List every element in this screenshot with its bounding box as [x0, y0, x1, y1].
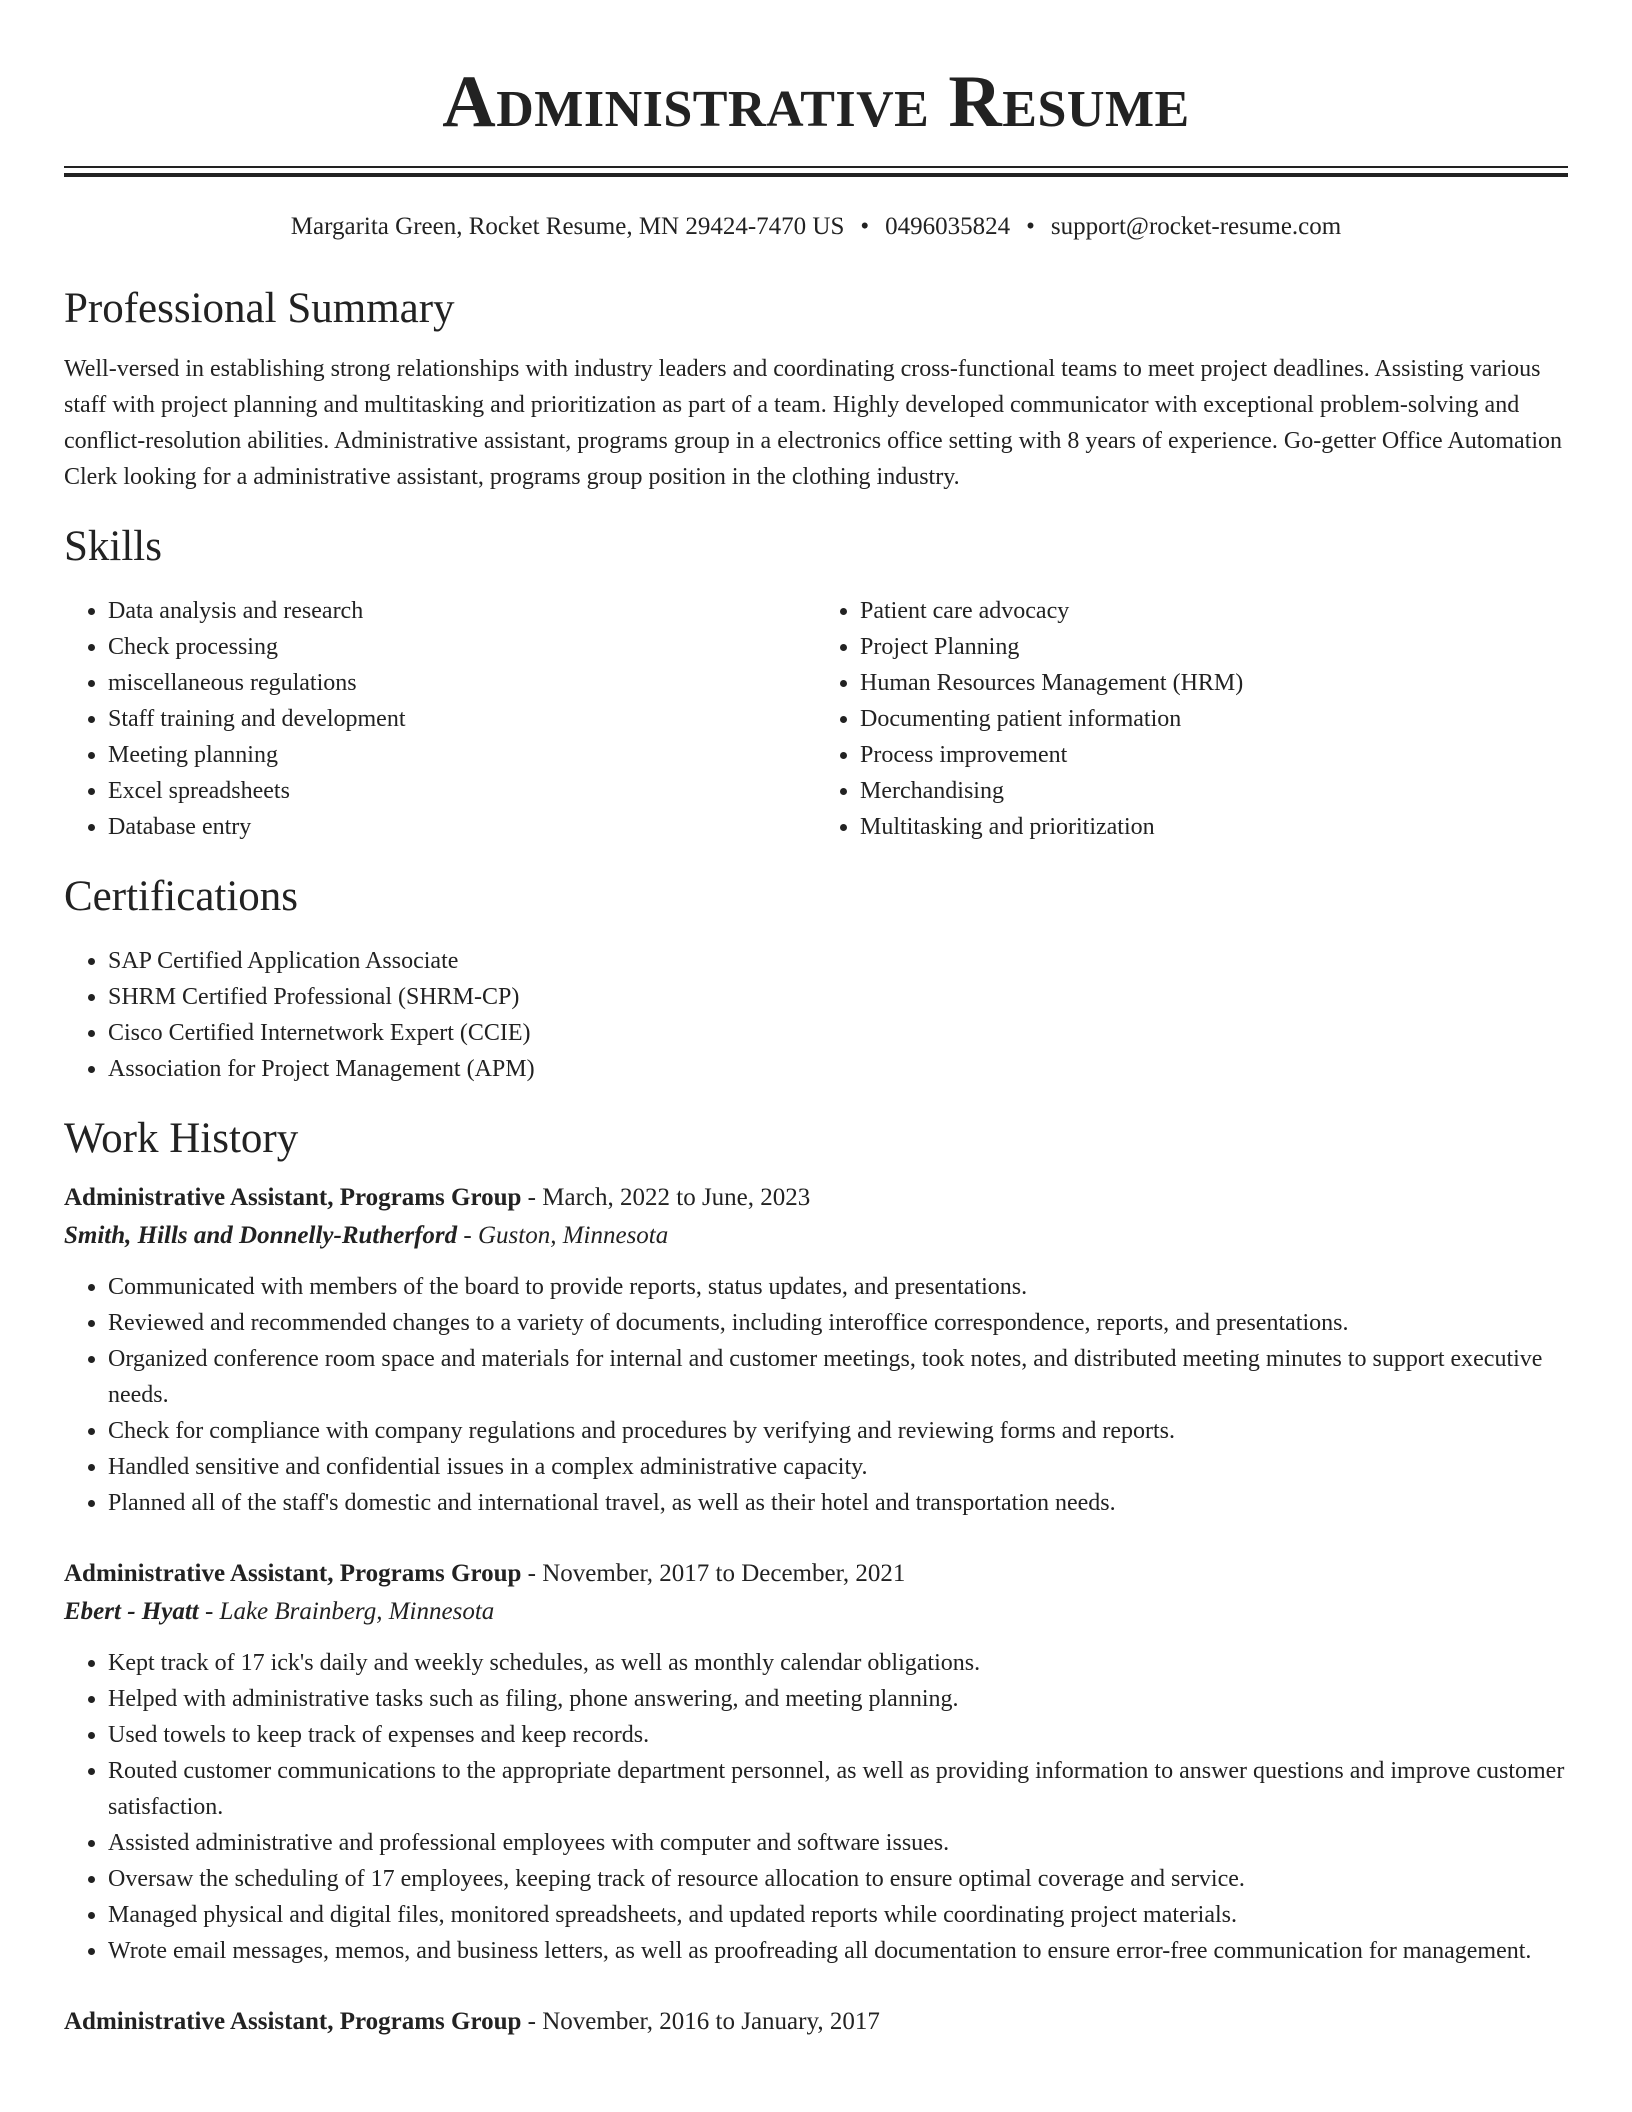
- duty-item: • Organized conference room space and materials for internal and customer meetings, took notes, and distributed meeting minutes to support executive needs.: [108, 1341, 1568, 1413]
- certification-item: • SHRM Certified Professional (SHRM-CP): [108, 979, 1568, 1015]
- skill-item: • miscellaneous regulations: [108, 665, 816, 701]
- job-entry: [64, 2003, 1568, 2041]
- job-company: Smith, Hills and Donnelly-Rutherford: [64, 1222, 458, 1249]
- duty-item: • Assisted administrative and professional employees with computer and software issues.: [108, 1825, 1568, 1861]
- duty-item: • Used towels to keep track of expenses and keep records.: [108, 1717, 1568, 1753]
- job-dates: November, 2016 to January, 2017: [542, 2008, 880, 2035]
- job-title: Administrative Assistant, Programs Group: [64, 1184, 522, 1211]
- contact-phone: 0496035824: [885, 213, 1011, 240]
- summary-heading: Professional Summary: [64, 285, 455, 332]
- certifications-heading: Certifications: [64, 873, 299, 920]
- job-title: Administrative Assistant, Programs Group: [64, 1560, 522, 1587]
- job-duties: [64, 1645, 1568, 1969]
- skills-list-right: [816, 593, 1568, 845]
- skill-item: • Human Resources Management (HRM): [860, 665, 1568, 701]
- skill-item: • Check processing: [108, 629, 816, 665]
- contact-line: [64, 211, 1568, 243]
- duty-item: • Planned all of the staff's domestic and international travel, as well as their hotel and transportation needs.: [108, 1485, 1568, 1521]
- contact-address: Margarita Green, Rocket Resume, MN 29424-7470 US: [290, 213, 845, 240]
- duty-item: • Oversaw the scheduling of 17 employees, keeping track of resource allocation to ensure optimal coverage and service.: [108, 1861, 1568, 1897]
- job-location: Lake Brainberg, Minnesota: [219, 1598, 495, 1625]
- job-dates: March, 2022 to June, 2023: [542, 1184, 811, 1211]
- duty-item: • Communicated with members of the board to provide reports, status updates, and presentations.: [108, 1269, 1568, 1305]
- job-dash: -: [457, 1222, 478, 1249]
- job-entry: [64, 1179, 1568, 1521]
- title-divider: [64, 166, 1568, 177]
- job-header: [64, 1179, 1568, 1217]
- skill-item: • Database entry: [108, 809, 816, 845]
- job-duties: [64, 1269, 1568, 1521]
- skill-item: • Multitasking and prioritization: [860, 809, 1568, 845]
- contact-separator: •: [860, 213, 870, 240]
- job-dates: November, 2017 to December, 2021: [542, 1560, 906, 1587]
- duty-item: • Wrote email messages, memos, and business letters, as well as proofreading all documentation to ensure error-free communication for management.: [108, 1933, 1568, 1969]
- certification-item: • Association for Project Management (APM): [108, 1051, 1568, 1087]
- job-dash: -: [198, 1598, 220, 1625]
- duty-item: • Routed customer communications to the appropriate department personnel, as well as providing information to answer questions and improve customer satisfaction.: [108, 1753, 1568, 1825]
- skill-item: • Process improvement: [860, 737, 1568, 773]
- duty-item: • Reviewed and recommended changes to a variety of documents, including interoffice correspondence, reports, and presentations.: [108, 1305, 1568, 1341]
- work-history-heading: Work History: [64, 1115, 299, 1162]
- duty-item: • Check for compliance with company regulations and procedures by verifying and reviewing forms and reports.: [108, 1413, 1568, 1449]
- skill-item: • Meeting planning: [108, 737, 816, 773]
- skill-item: • Excel spreadsheets: [108, 773, 816, 809]
- skills-columns: [64, 593, 1568, 845]
- job-title: Administrative Assistant, Programs Group: [64, 2008, 522, 2035]
- duty-item: • Helped with administrative tasks such as filing, phone answering, and meeting planning.: [108, 1681, 1568, 1717]
- skills-list-left: [64, 593, 816, 845]
- contact-email: support@rocket-resume.com: [1050, 213, 1342, 240]
- job-dash: -: [521, 1560, 543, 1587]
- duty-item: • Handled sensitive and confidential issues in a complex administrative capacity.: [108, 1449, 1568, 1485]
- summary-text: Well-versed in establishing strong relationships with industry leaders and coordinating cross-functional teams to meet project deadlines. Assisting various staff with project planning and multitasking and prioritization as part of a team. Highly developed communicator with exceptional problem-solving and conflict-resolution abilities. Administrative assistant, programs group in a electronics office setting with 8 years of experience. Go-getter Office Automation Clerk looking for a administrative assistant, programs group position in the clothing industry.: [64, 356, 1563, 490]
- job-dash: -: [521, 2008, 543, 2035]
- skill-item: • Merchandising: [860, 773, 1568, 809]
- job-header: [64, 1555, 1568, 1593]
- certification-item: • SAP Certified Application Associate: [108, 943, 1568, 979]
- skill-item: • Data analysis and research: [108, 593, 816, 629]
- skill-item: • Patient care advocacy: [860, 593, 1568, 629]
- skill-item: • Documenting patient information: [860, 701, 1568, 737]
- skill-item: • Staff training and development: [108, 701, 816, 737]
- job-company-line: [64, 1217, 1568, 1255]
- duty-item: • Kept track of 17 ick's daily and weekly schedules, as well as monthly calendar obligations.: [108, 1645, 1568, 1681]
- job-company-line: [64, 1593, 1568, 1631]
- resume-title: Administrative Resume: [442, 61, 1190, 143]
- duty-item: • Managed physical and digital files, monitored spreadsheets, and updated reports while coordinating project materials.: [108, 1897, 1568, 1933]
- job-location: Guston, Minnesota: [477, 1222, 669, 1249]
- skills-heading: Skills: [64, 523, 162, 570]
- certifications-list: [64, 943, 1568, 1087]
- job-header: [64, 2003, 1568, 2041]
- job-dash: -: [521, 1184, 543, 1211]
- certification-item: • Cisco Certified Internetwork Expert (CCIE): [108, 1015, 1568, 1051]
- job-entry: [64, 1555, 1568, 1969]
- contact-separator: •: [1026, 213, 1035, 240]
- job-company: Ebert - Hyatt: [64, 1598, 199, 1625]
- skill-item: • Project Planning: [860, 629, 1568, 665]
